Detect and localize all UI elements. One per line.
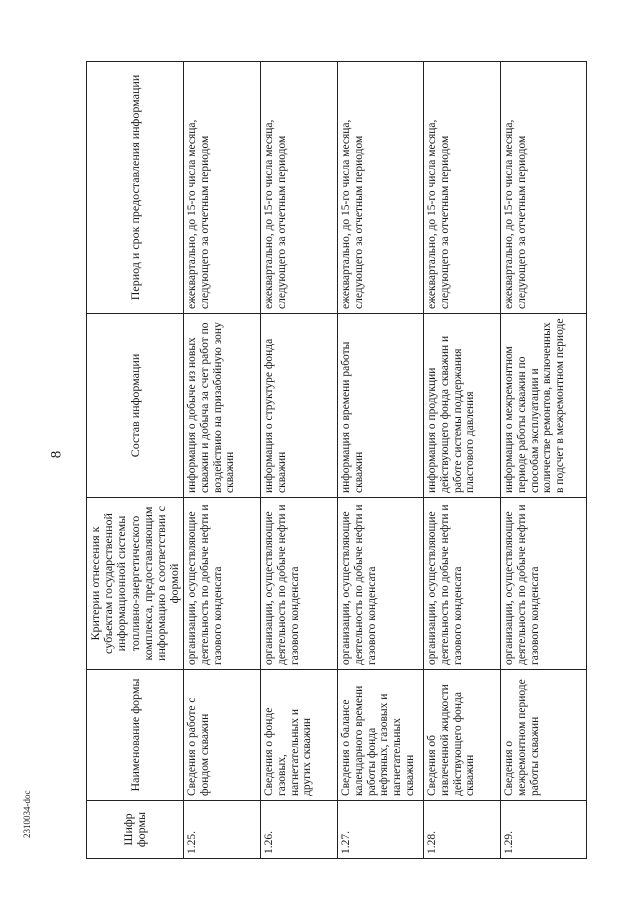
cell-content: информация о продукции действующего фонда скважин и работе системы поддержания пластового давления <box>424 314 501 498</box>
header-name: Наименование формы <box>87 670 184 801</box>
table-row <box>338 62 424 859</box>
cell-content: информация о межремонтном периоде работы скважин по способам эксплуатации и количестве ремонтов, включенных в подсчет в межремонтном периоде <box>501 314 587 498</box>
header-criteria: Критерии отнесения к субъектам государственной информационной системы топливно-энергетического комплекса, предоставляющим информацию в соответствии с формой <box>87 498 184 670</box>
cell-code: 1.29. <box>501 801 587 859</box>
cell-period: ежеквартально, до 15-го числа месяца, следующего за отчетным периодом <box>184 62 261 314</box>
cell-period: ежеквартально, до 15-го числа месяца, следующего за отчетным периодом <box>424 62 501 314</box>
cell-criteria: организации, осуществляющие деятельность по добыче нефти и газового конденсата <box>261 498 338 670</box>
cell-criteria: организации, осуществляющие деятельность по добыче нефти и газового конденсата <box>424 498 501 670</box>
cell-name: Сведения об извлеченной жидкости действующего фонда скважин <box>424 670 501 801</box>
page-number: 8 <box>48 450 65 459</box>
forms-table <box>86 61 587 859</box>
cell-criteria: организации, осуществляющие деятельность по добыче нефти и газового конденсата <box>338 498 424 670</box>
cell-period: ежеквартально, до 15-го числа месяца, следующего за отчетным периодом <box>261 62 338 314</box>
cell-name: Сведения о межремонтном периоде работы скважин <box>501 670 587 801</box>
cell-name: Сведения о фонде газовых, нагнетательных и других скважин <box>261 670 338 801</box>
cell-name: Сведения о балансе календарного времени работы фонда нефтяных, газовых и нагнетательных скважин <box>338 670 424 801</box>
table-row <box>184 62 261 859</box>
cell-criteria: организации, осуществляющие деятельность по добыче нефти и газового конденсата <box>501 498 587 670</box>
cell-content: информация о добыче из новых скважин и добыча за счет работ по воздействию на призабойную зону скважин <box>184 314 261 498</box>
cell-code: 1.27. <box>338 801 424 859</box>
table-row <box>424 62 501 859</box>
rotated-table-container <box>86 62 566 859</box>
document-code: 2310034-doc <box>22 790 32 838</box>
cell-code: 1.25. <box>184 801 261 859</box>
cell-content: информация о времени работы скважин <box>338 314 424 498</box>
cell-name: Сведения о работе с фондом скважин <box>184 670 261 801</box>
table-row <box>501 62 587 859</box>
cell-period: ежеквартально, до 15-го числа месяца, следующего за отчетным периодом <box>501 62 587 314</box>
table-header-row <box>87 62 184 859</box>
table-row <box>261 62 338 859</box>
header-content: Состав информации <box>87 314 184 498</box>
cell-code: 1.26. <box>261 801 338 859</box>
cell-criteria: организации, осуществляющие деятельность по добыче нефти и газового конденсата <box>184 498 261 670</box>
cell-content: информация о структуре фонда скважин <box>261 314 338 498</box>
header-code: Шифр формы <box>87 801 184 859</box>
cell-code: 1.28. <box>424 801 501 859</box>
cell-period: ежеквартально, до 15-го числа месяца, следующего за отчетным периодом <box>338 62 424 314</box>
header-period: Период и срок предоставления информации <box>87 62 184 314</box>
